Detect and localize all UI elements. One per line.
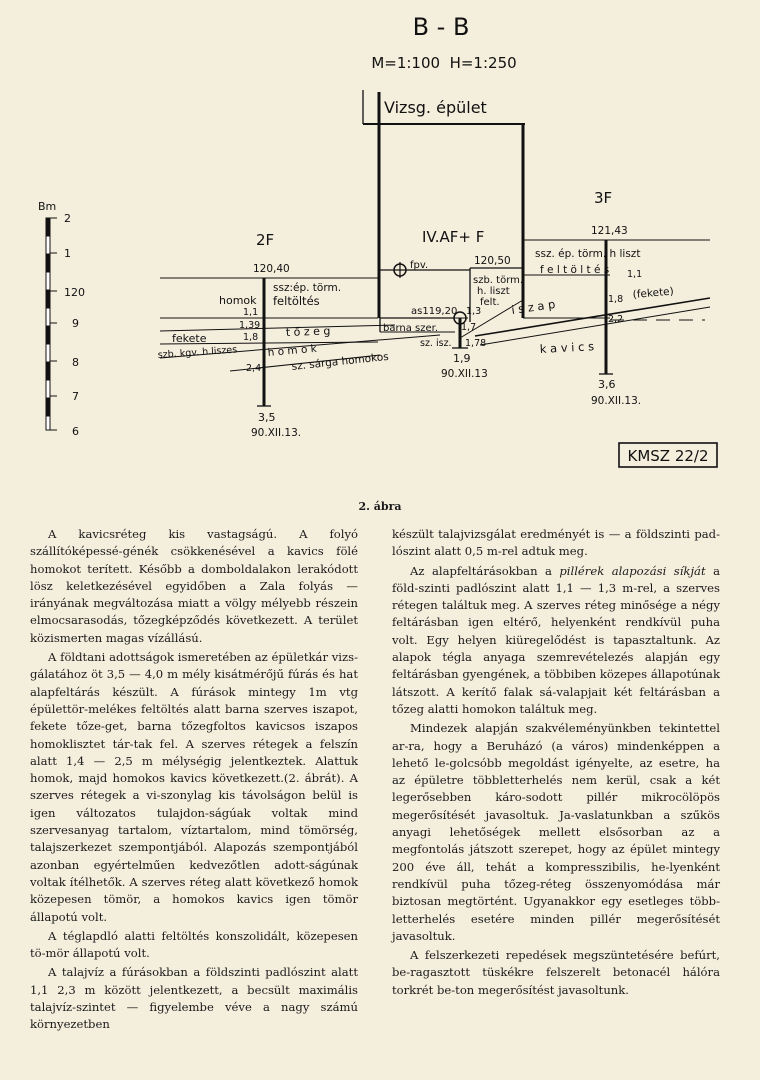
depth-value: 1,78 [465,338,487,349]
scale-tick-label: 120 [64,286,85,299]
depth-value: 1,8 [243,332,259,343]
building-label: Vizsg. épület [384,98,487,117]
borehole-date: 90.XII.13 [441,368,488,380]
borehole-2f [257,278,271,406]
depth-value: 1,39 [239,320,261,331]
depth-value: 2,4 [246,363,262,374]
depth-value: 1,3 [466,306,482,317]
section-scales: M=1:100 H=1:250 [371,54,517,72]
layer-label: h o m o k [267,342,318,359]
figure-caption: 2. ábra [358,500,402,513]
paragraph: A felszerkezeti repedések megszüntetésére befúrt, be-ragasztott tüskékre felszerelt betonacél hálóra torkrét be-ton megerősítést javasoltunk. [392,948,720,997]
scale-tick-label: 8 [72,356,79,369]
borehole-name: 3F [594,189,613,207]
scale-tick-label: 9 [72,317,79,330]
depth-value: 1,1 [627,269,643,280]
geological-cross-section [0,0,760,500]
depth-value: 2,2 [608,314,624,325]
layer-label: sz. isz. [420,338,452,349]
paragraph: készült talajvizsgálat eredményét is — a földszinti pad-lószint alatt 0,5 m-rel adtuk meg. [392,527,720,559]
borehole-date: 90.XII.13. [251,427,302,439]
layer-label: barna szer. [383,323,439,334]
scale-tick-label: 2 [64,212,71,225]
layer-label: i s z a p [510,296,557,317]
paragraph: Mindezek alapján szakvéleményünkben tekintettel ar-ra, hogy a Beruházó (a város) mindenképpen a lehető le-golcsóbb megoldást igényelte, az esetre, ha az épületre többletterhelés nem kerül, csak a két legerősebben káro-sodott pillér mikrocölöpös megerősítését javasoltuk. Ja-vaslatunkban a szűkös anyagi lehetőségek mellett elsősorban az a megfontolás játszott szerepet, hogy az épület mintegy 200 éve áll, tehát a kompresszibilis, he-lyenként rendkívül puha tőzeg-réteg összenyomódása már biztosan megtörtént. Ugyanakkor egy esetleges több-letterhelés esetére minden pillér megerősítését javasoltuk. [392,721,720,943]
text-column-right [392,526,720,999]
kmsz-label: KMSZ 22/2 [627,447,709,465]
layer-label: fekete [172,332,207,345]
borehole-name: 2F [256,231,275,249]
layer-label: fpv. [410,260,429,271]
scale-tick-label: 1 [64,247,71,260]
depth-value: 1,8 [608,294,624,305]
scale-tick-label: 6 [72,425,79,438]
scale-tick-label: 7 [72,390,79,403]
layer-label: feltöltés [273,294,320,308]
layer-label: (fekete) [632,285,675,301]
layer-label: szb. törm. [473,275,524,286]
section-title: B - B [412,13,470,41]
paragraph [392,563,720,719]
elevation-scale-bar [46,218,57,430]
depth-value: 1,7 [461,322,477,333]
depth-value: 1,1 [243,307,259,318]
borehole-elevation: 121,43 [591,225,628,237]
paragraph: A téglapdló alatti feltöltés konszolidált, közepesen tö-mör állapotú volt. [30,928,358,961]
borehole-elevation: 120,40 [253,263,290,275]
layer-label: szb. kgv. h.liszes [157,344,238,361]
layer-label: k a v i c s [539,339,595,356]
layer-label: h. liszt [477,286,510,297]
emphasis-text: pillérek alapozási síkját [559,563,706,578]
layer-label: ssz. ép. törm. h liszt [535,248,641,260]
paragraph: A földtani adottságok ismeretében az épületkár vizs-gálatához öt 3,5 — 4,0 m mély kisátmérőjű fúrás és hat alapfeltárás készült. A fúrások mintegy 1m vtg épülettör-melékes feltöltés alatt barna szerves iszapot, fekete tőze-get, barna tőzegfoltos kavicsos iszapos homoklisztet tár-tak fel. A szerves rétegek a felszín alatt 1,4 — 2,5 m mélységig jelentkeztek. Alattuk homok, majd homokos kavics következett.(2. ábrát). A szerves rétegek a vi-szonylag kis távolságon belül is igen változatos tulajdon-ságúak voltak mind szervesanyag tartalom, víztartalom, mind tömörség, talajszerkezet szempontjából. Alapozás szempontjából azonban egyértelműen kedvezőtlen adott-ságúnak voltak ítélhetők. A szerves réteg alatt következő homok közepesen tömör, a homokos kavics igen tömör állapotú volt. [30,650,358,924]
borehole-depth: 1,9 [453,352,471,365]
paragraph-text: a föld-szinti padlószint alatt 1,1 — 1,3 m-rel, a szerves rétegen találtuk meg. A szerves réteg minősége a négy feltárásban igen eltérő, helyenként rendkívül puha volt. Egy helyen kiüregelődést is tapasztaltunk. Az alapok tégla anyaga szemrevételezés alapján egy feltárásban gyengének, a többiben közepes állapotúnak látszott. A kerítő falak sá-valapjait két feltárásban a tőzeg alatti homokon találtuk meg. [392,563,721,716]
layer-label: homok [219,294,257,307]
paragraph: A kavicsréteg kis vastagságú. A folyó szállítóképessé-génék csökkenésével a kavics fölé homokot terített. Később a domboldalakon lerakódott lösz keletkezésével egyidőben a Zala folyás — irányának megváltozása miatt a völgy mélyebb részein elmocsarasodás, tőzegképződés következett. A terület közismerten magas vízállású. [30,527,358,645]
layer-label: f e l t ö l t é s [540,264,610,276]
layer-label: t ő z e g [285,324,331,339]
paragraph-text: Az alapfeltárásokban a [410,563,560,578]
scale-unit: Bm [38,200,57,213]
layer-label: as119,20 [411,306,458,317]
borehole-3f [599,240,613,374]
layer-label: sz. sárga homokos [291,350,390,373]
borehole-elevation: 120,50 [474,255,511,267]
paragraph: A talajvíz a fúrásokban a földszinti padlószint alatt 1,1 2,3 m között jelentkezett, a becsült maximális talajvíz-szintet — figyelembe véve a nagy számú környezetben [30,965,358,1032]
layer-label: ssz:ép. törm. [273,282,342,294]
borehole-depth: 3,6 [598,378,616,391]
borehole-date: 90.XII.13. [591,395,642,407]
layer-label: felt. [480,297,500,308]
borehole-depth: 3,5 [258,411,276,424]
borehole-name: IV.AF+ F [422,228,485,246]
text-column-left [30,526,358,1034]
